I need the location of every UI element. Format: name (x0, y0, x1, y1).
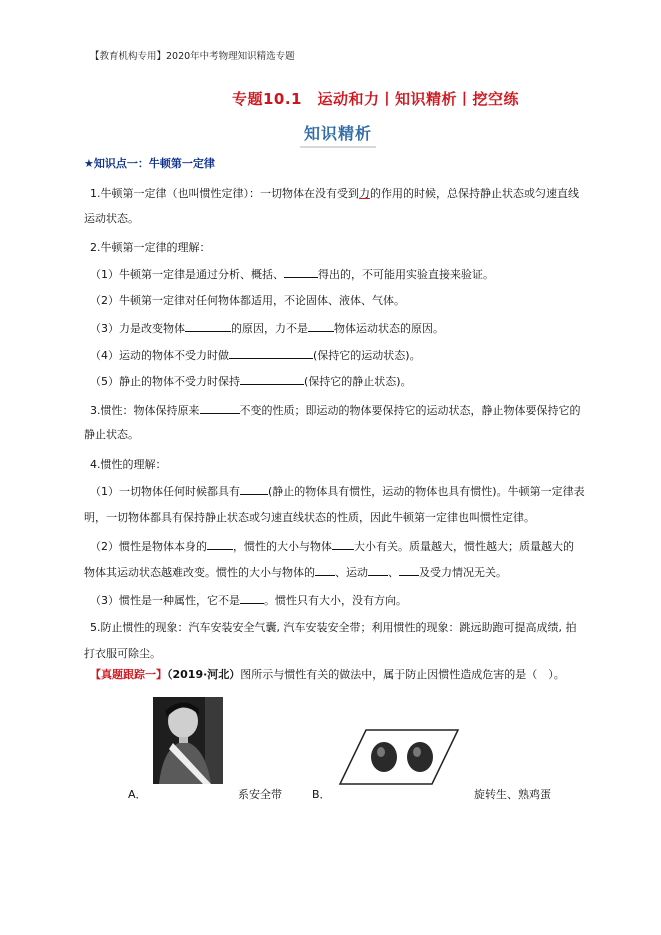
eggs-illustration (338, 728, 460, 786)
item-2-3: （3）力是改变物体 的原因，力不是 物体运动状态的原因。 (90, 322, 444, 335)
option-a-label: 系安全带 (238, 788, 282, 801)
fill-blank[interactable] (229, 347, 313, 359)
page-header: 【教育机构专用】2020年中考物理知识精选专题 (90, 51, 295, 62)
question-1: 【真题跟踪一】（2019·河北）图所示与惯性有关的做法中，属于防止因惯性造成危害的是（ ）。 (90, 668, 565, 681)
item-4-1-line-1: （1）一切物体任何时候都具有 (静止的物体具有惯性，运动的物体也具有惯性)。牛顿第一定律表 (90, 485, 585, 498)
section-subtitle: 知识精析 (300, 121, 376, 148)
option-b-label: 旋转生、熟鸡蛋 (474, 788, 551, 801)
paragraph-5-line-1: 5.防止惯性的现象：汽车安装安全气囊, 汽车安装安全带；利用惯性的现象：跳远助跑可提高成绩, 拍 (90, 621, 577, 634)
item-4-2-line-1: （2）惯性是物体本身的 ，惯性的大小与物体 大小有关。质量越大，惯性越大；质量越大的 (90, 540, 574, 553)
item-2-1: （1）牛顿第一定律是通过分析、概括、 得出的，不可能用实验直接来验证。 (90, 268, 494, 281)
fill-blank[interactable] (240, 592, 264, 604)
item-4-2-line-2: 物体其运动状态越难改变。惯性的大小与物体的 、运动 、 及受力情况无关。 (84, 566, 507, 579)
paragraph-5-line-2: 打衣服可除尘。 (84, 647, 161, 660)
seatbelt-photo (153, 697, 223, 784)
paragraph-3-line-2: 静止状态。 (84, 428, 139, 441)
item-2-2: （2）牛顿第一定律对任何物体都适用，不论固体、液体、气体。 (90, 294, 405, 307)
paragraph-4-heading: 4.惯性的理解： (90, 458, 167, 471)
option-b-letter: B． (312, 788, 331, 801)
paragraph-3-line-1: 3.惯性：物体保持原来 不变的性质；即运动的物体要保持它的运动状态，静止物体要保持它的 (90, 404, 581, 417)
paragraph-1-line-1: 1.牛顿第一定律（也叫惯性定律）：一切物体在没有受到力的作用的时候，总保持静止状态或匀速直线 (90, 187, 579, 200)
item-2-5: （5）静止的物体不受力时保持 (保持它的静止状态)。 (90, 375, 412, 388)
page-title: 专题10.1 运动和力丨知识精析丨挖空练 (231, 90, 519, 108)
option-a-letter: A． (128, 788, 147, 801)
paragraph-2-heading: 2.牛顿第一定律的理解： (90, 241, 211, 254)
fill-blank[interactable] (332, 538, 354, 550)
item-2-4: （4）运动的物体不受力时做 (保持它的运动状态)。 (90, 349, 421, 362)
fill-blank[interactable] (240, 373, 304, 385)
fill-blank[interactable] (368, 564, 388, 576)
question-tag: 【真题跟踪一】 (90, 668, 167, 681)
fill-blank[interactable] (185, 320, 231, 332)
fill-blank[interactable] (399, 564, 419, 576)
item-4-3: （3）惯性是一种属性，它不是 。惯性只有大小，没有方向。 (90, 594, 407, 607)
fill-blank[interactable] (240, 483, 268, 495)
knowledge-point-1-heading: ★知识点一：牛顿第一定律 (84, 157, 215, 170)
fill-blank[interactable] (315, 564, 335, 576)
item-4-1-line-2: 明，一切物体都具有保持静止状态或匀速直线状态的性质，因此牛顿第一定律也叫惯性定律。 (84, 511, 535, 524)
fill-blank[interactable] (200, 402, 240, 414)
marked-word: 力 (359, 187, 370, 200)
paragraph-1-line-2: 运动状态。 (84, 212, 139, 225)
star-icon: ★ (84, 157, 94, 170)
fill-blank[interactable] (207, 538, 233, 550)
fill-blank[interactable] (308, 320, 334, 332)
fill-blank[interactable] (284, 266, 318, 278)
